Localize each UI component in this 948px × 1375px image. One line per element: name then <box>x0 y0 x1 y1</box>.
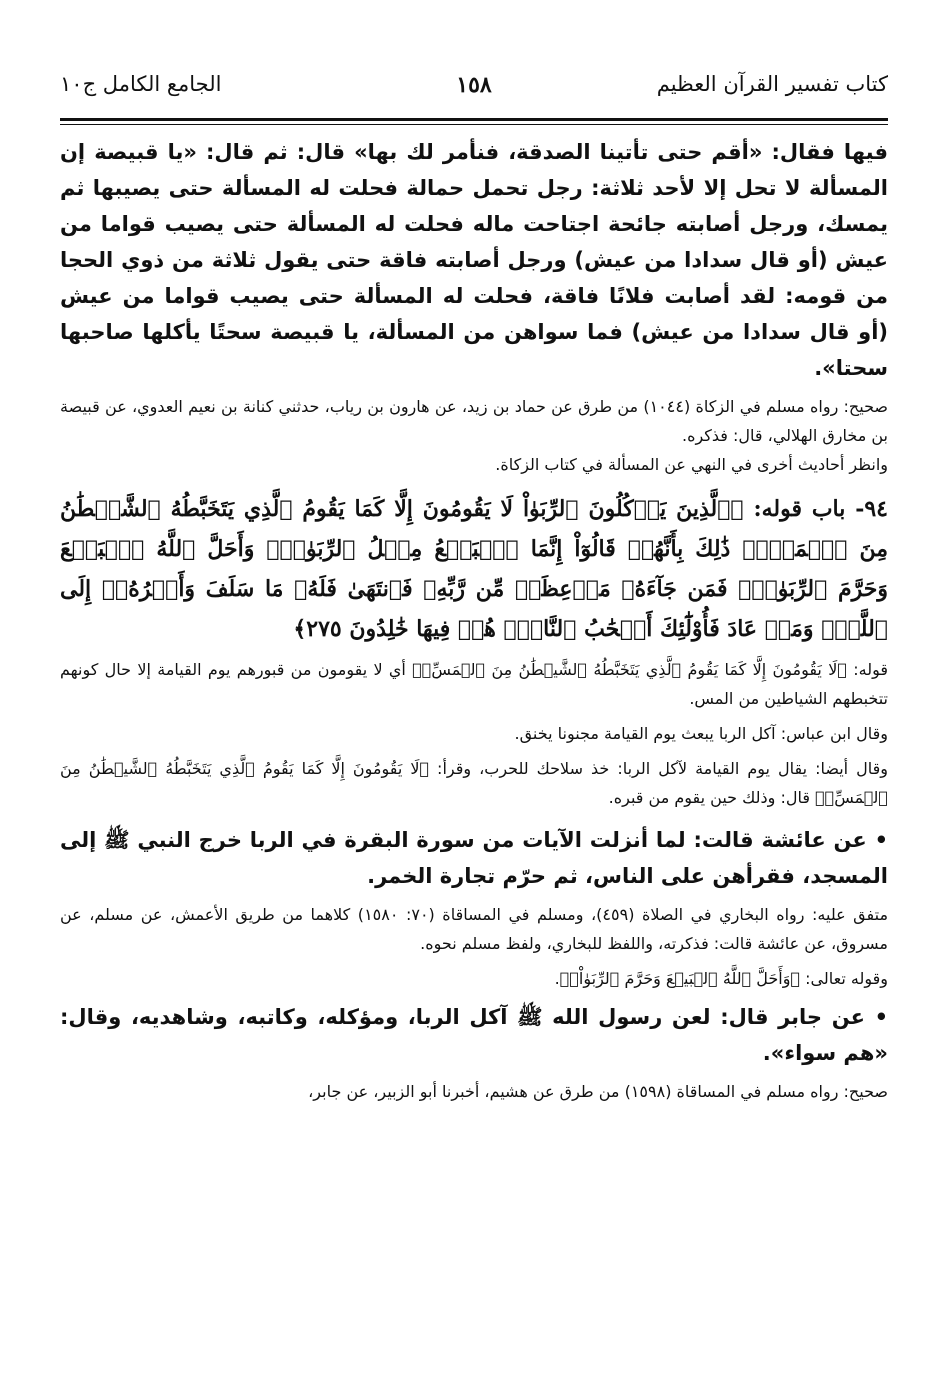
muttafaq-note: متفق عليه: رواه البخاري في الصلاة (٤٥٩)، ومسلم في المساقاة (٧٠: ١٥٨٠) كلاهما من طريق الأعمش، عن مسلم، عن مسروق، عن عائشة قالت: فذكرته، واللفظ للبخاري، ولفظ مسلم نحوه. <box>60 905 889 953</box>
page-header <box>60 72 888 112</box>
header-rule-thick <box>60 118 888 121</box>
ibn-abbas-note: وقال ابن عباس: آكل الربا يبعث يوم القيامة مجنونا يخنق. <box>514 724 888 743</box>
ibn-abbas-note-2: وقال أيضا: يقال يوم القيامة لآكل الربا: خذ سلاحك للحرب، وقرأ: ﴿لَا يَقُومُونَ إِلَّا كَمَا يَقُومُ ٱلَّذِي يَتَخَبَّطُهُ ٱلشَّيۡطَٰنُ مِنَ ٱلۡمَسِّۚ﴾ قال: وذلك حين يقوم من قبره. <box>60 759 888 807</box>
book-title: كتاب تفسير القرآن العظيم <box>656 72 888 96</box>
verse-quote-note: وقوله تعالى: ﴿وَأَحَلَّ ٱللَّهُ ٱلۡبَيۡعَ وَحَرَّمَ ٱلرِّبَوٰاْۚ﴾. <box>554 969 888 988</box>
chapter-heading-verse: ٩٤- باب قوله: ﴿ٱلَّذِينَ يَأۡكُلُونَ ٱلرِّبَوٰاْ لَا يَقُومُونَ إِلَّا كَمَا يَقُومُ ٱلَّذِي يَتَخَبَّطُهُ ٱلشَّيۡطَٰنُ مِنَ ٱلۡمَسِّۚ ذَٰلِكَ بِأَنَّهُمۡ قَالُوٓاْ إِنَّمَا ٱلۡبَيۡعُ مِثۡلُ ٱلرِّبَوٰاْۗ وَأَحَلَّ ٱللَّهُ ٱلۡبَيۡعَ وَحَرَّمَ ٱلرِّبَوٰاْۚ فَمَن جَآءَهُۥ مَوۡعِظَةٞ مِّن رَّبِّهِۦ فَٱنتَهَىٰ فَلَهُۥ مَا سَلَفَ وَأَمۡرُهُۥٓ إِلَى ٱللَّهِۖ وَمَنۡ عَادَ فَأُوْلَٰٓئِكَ أَصۡحَٰبُ ٱلنَّارِۖ هُمۡ فِيهَا خَٰلِدُونَ ٢٧٥﴾ <box>60 496 888 642</box>
sahih-note: صحيح: رواه مسلم في المساقاة (١٥٩٨) من طرق عن هشيم، أخبرنا أبو الزبير، عن جابر، <box>308 1082 888 1101</box>
page-body <box>60 134 888 1106</box>
aisha-hadith: • عن عائشة قالت: لما أنزلت الآيات من سورة البقرة في الربا خرج النبي ﷺ إلى المسجد، فقرأهن على الناس، ثم حرّم تجارة الخمر. <box>60 828 888 888</box>
header-rule-thin <box>60 124 888 125</box>
hadith-text: فيها فقال: «أقم حتى تأتينا الصدقة، فنأمر لك بها» قال: ثم قال: «يا قبيصة إن المسألة لا تحل إلا لأحد ثلاثة: رجل تحمل حمالة فحلت له المسألة حتى يصيبها ثم يمسك، ورجل أصابته جائحة اجتاحت ماله فحلت له المسألة حتى يصيب قواما من عيش (أو قال سدادا من عيش) ورجل أصابته فاقة حتى يقول ثلاثة من ذوي الحجا من قومه: لقد أصابت فلانًا فاقة، فحلت له المسألة حتى يصيب قواما من عيش (أو قال سدادا من عيش) فما سواهن من المسألة، يا قبيصة سحتًا يأكلها صاحبها سحتا». <box>60 140 888 380</box>
see-also-note: وانظر أحاديث أخرى في النهي عن المسألة في كتاب الزكاة. <box>495 455 888 474</box>
takhrij-note: صحيح: رواه مسلم في الزكاة (١٠٤٤) من طرق عن حماد بن زيد، عن هارون بن رياب، حدثني كنانة بن نعيم العدوي، عن قبيصة بن مخارق الهلالي، قال: فذكره. <box>60 397 889 445</box>
page-number: ١٥٨ <box>456 72 492 98</box>
collection-volume: الجامع الكامل ج١٠ <box>60 72 222 96</box>
tafsir-note: قوله: ﴿لَا يَقُومُونَ إِلَّا كَمَا يَقُومُ ٱلَّذِي يَتَخَبَّطُهُ ٱلشَّيۡطَٰنُ مِنَ ٱلۡمَسِّۚ﴾ أي لا يقومون من قبورهم يوم القيامة إلا حال كونهم تتخبطهم الشياطين من المس. <box>60 660 888 708</box>
jabir-hadith: • عن جابر قال: لعن رسول الله ﷺ آكل الربا، ومؤكله، وكاتبه، وشاهديه، وقال: «هم سواء». <box>60 1005 888 1065</box>
